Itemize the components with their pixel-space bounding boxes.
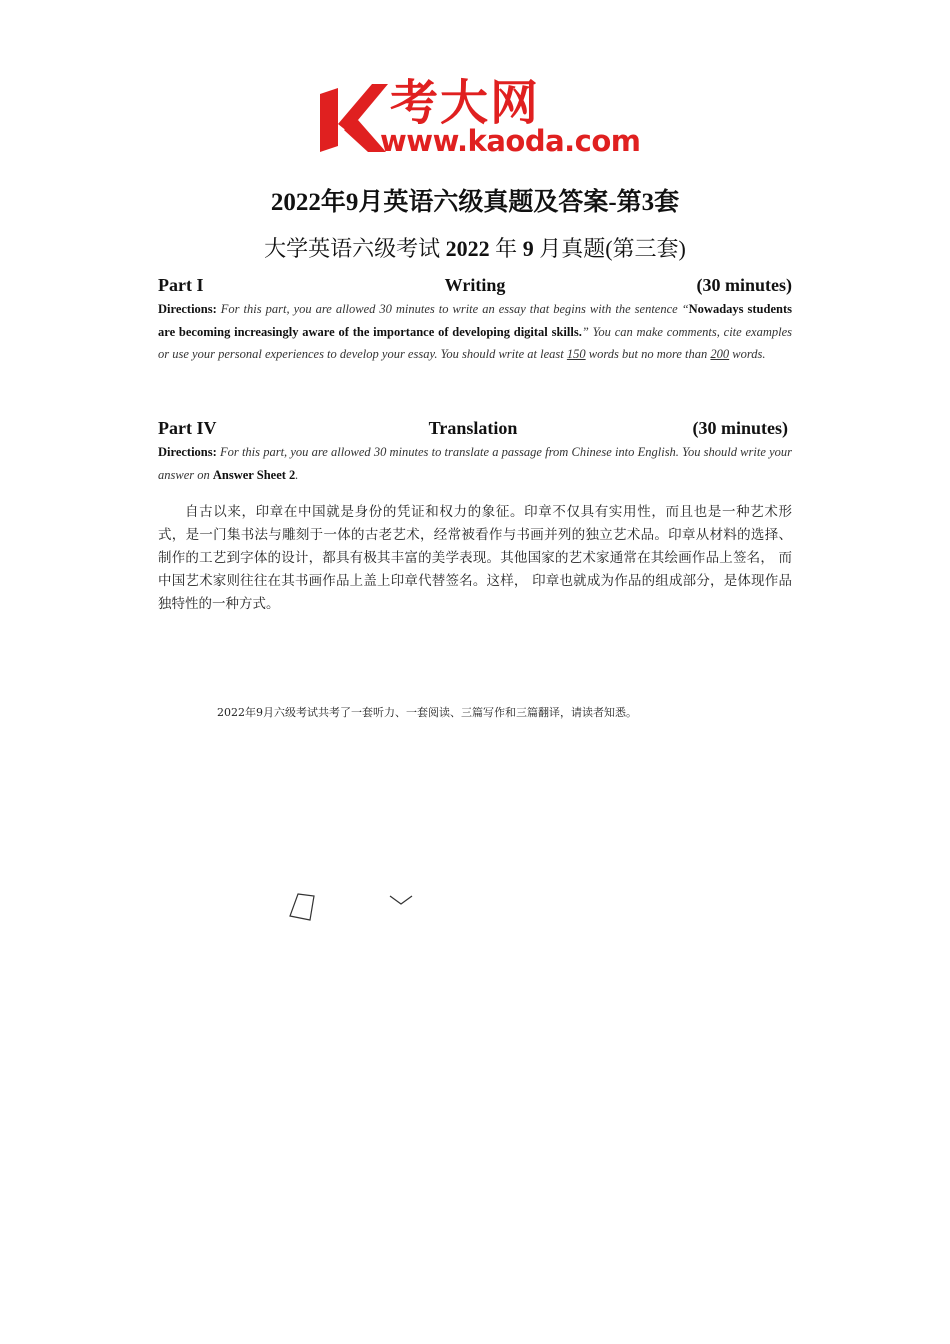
part1-section: Writing: [444, 275, 506, 295]
exam-title-mid: 年: [489, 236, 523, 261]
scan-mark-parallelogram: [286, 890, 320, 924]
part1-label: Part I: [158, 275, 204, 295]
translation-passage: 自古以来，印章在中国就是身份的凭证和权力的象征。印章不仅具有实用性，而且也是一种艺术形式，是一门集书法与雕刻于一体的古老艺术，经常被看作与书画并列的独立艺术品。印章从材料的选择、制作的工艺到字体的设计，都具有极其丰富的美学表现。其他国家的艺术家通常在其绘画作品上签名， 而中国艺术家则往往在其书画作品上盖上印章代替签名。这样， 印章也就成为作品的组成部分，是体现作品独特性的一种方式。: [158, 504, 792, 612]
exam-title-suffix: 月真题(第三套): [533, 236, 686, 261]
part1-header: [158, 275, 792, 299]
part1-directions: [158, 298, 792, 366]
exam-title-month: 9: [522, 236, 534, 261]
logo-k-icon: [318, 80, 388, 152]
part1-directions-text1: For this part, you are allowed 30 minutes to write an essay that begins with the sentence “: [216, 302, 689, 316]
part1-max-words: 200: [710, 347, 730, 361]
exam-note: 2022年9月六级考试共考了一套听力、一套阅读、三篇写作和三篇翻译，请读者知悉。: [217, 706, 637, 719]
part4-directions-text2: .: [295, 467, 299, 482]
part4-label: Part IV: [158, 418, 217, 438]
part1-min-words: 150: [566, 347, 586, 361]
part4-directions: [158, 441, 792, 486]
exam-title-prefix: 大学英语六级考试: [264, 236, 446, 261]
kaoda-logo: [318, 70, 648, 162]
part1-directions-text3: words but no more than: [585, 347, 711, 361]
logo-cn-name: 考大网: [390, 75, 541, 131]
part4-header: [158, 418, 788, 442]
part4-directions-text1: For this part, you are allowed 30 minutes to translate a passage from Chinese into English. You should write your answer on: [158, 445, 792, 482]
part4-section: Translation: [428, 418, 518, 438]
part4-answer-sheet: Answer Sheet 2: [212, 467, 296, 482]
part1-time: (30 minutes): [696, 275, 792, 295]
scan-mark-chevron: [388, 892, 414, 908]
part4-time: (30 minutes): [692, 418, 788, 438]
part4-directions-label: Directions:: [158, 445, 217, 459]
logo-url: www.kaoda.com: [380, 124, 641, 158]
exam-title-year: 2022: [445, 236, 490, 261]
part1-essay-sentence: Nowadays students are becoming increasingly aware of the importance of developing digital skills.: [158, 302, 792, 339]
part1-directions-text2: ” You can make comments, cite examples or use your personal experiences to develop your essay. You should write at least: [158, 324, 793, 361]
part1-directions-text4: words.: [729, 347, 766, 361]
document-title: 2022年9月英语六级真题及答案-第3套: [270, 189, 680, 216]
exam-title: [0, 232, 950, 263]
part1-directions-label: Directions:: [158, 302, 217, 316]
